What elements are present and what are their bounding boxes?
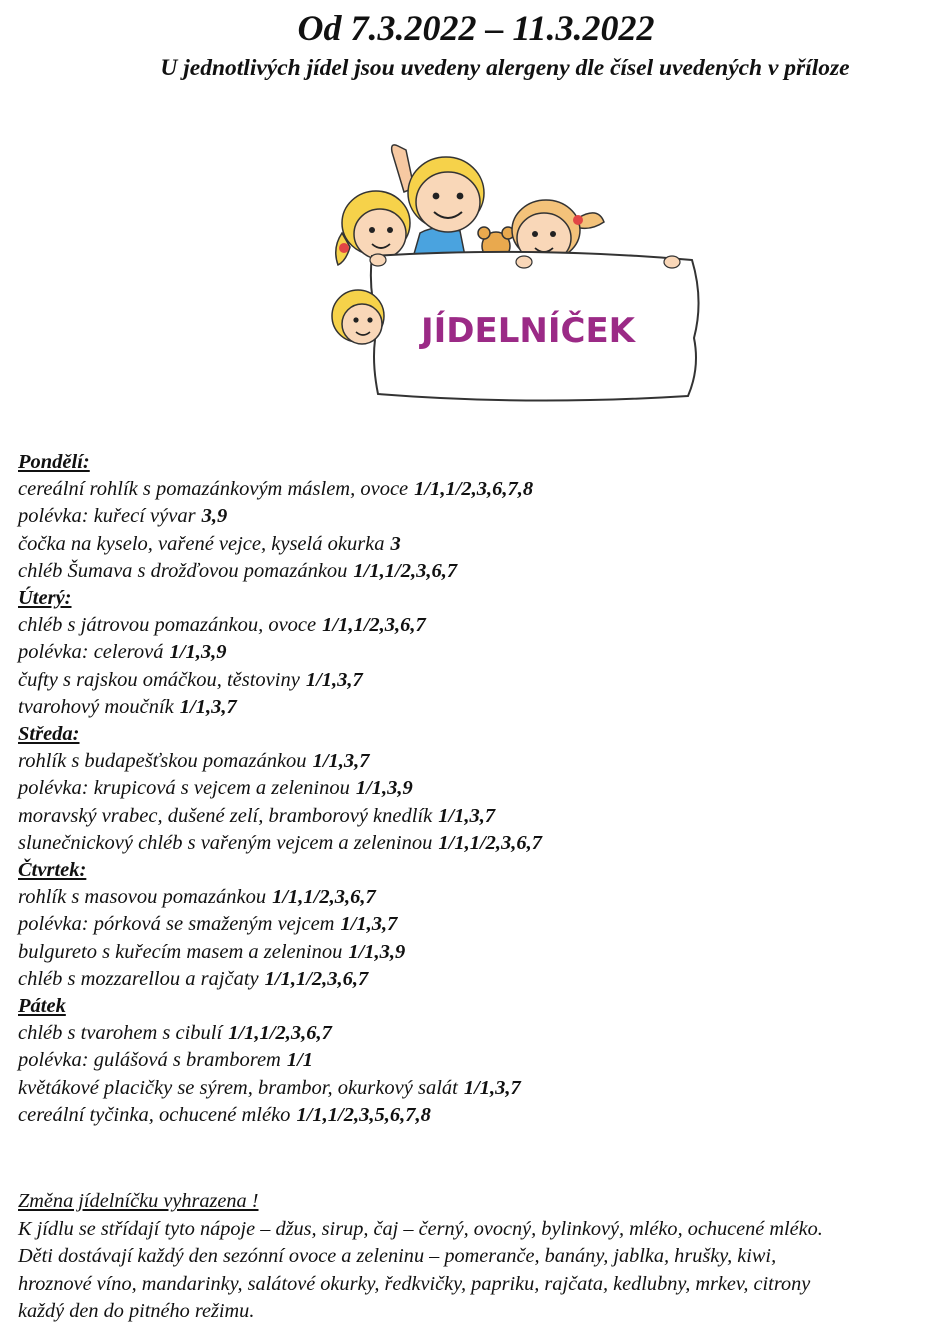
menu-item	[18, 639, 938, 666]
allergen-codes: 1/1	[286, 1049, 314, 1072]
dish-name: cereální rohlík s pomazánkovým máslem, ovoce	[18, 478, 409, 501]
menu-item	[18, 939, 938, 966]
menu-item	[18, 775, 938, 802]
dish-name: chléb s mozzarellou a rajčaty	[18, 967, 259, 990]
allergen-codes: 1/1,1/2,3,6,7	[228, 1022, 332, 1045]
allergen-codes: 3,9	[201, 505, 228, 528]
dish-name: polévka: kuřecí vývar	[18, 505, 196, 528]
dish-name: tvarohový moučník	[18, 695, 174, 718]
dish-name: chléb Šumava s drožďovou pomazánkou	[18, 559, 348, 582]
dish-name: polévka: pórková se smaženým vejcem	[18, 913, 335, 936]
allergen-codes: 1/1,3,7	[305, 668, 363, 691]
footer-line: Děti dostávají každý den sezónní ovoce a zeleninu – pomeranče, banány, jablka, hrušky, kiwi,	[18, 1245, 777, 1267]
day-heading: Pondělí:	[18, 451, 90, 473]
menu-item	[18, 911, 938, 938]
allergen-codes: 1/1,1/2,3,6,7	[322, 614, 426, 637]
allergen-codes: 3	[390, 532, 401, 555]
allergen-codes: 1/1,3,7	[312, 750, 370, 773]
jidelnicek-logo	[328, 138, 718, 416]
dish-name: chléb s tvarohem s cibulí	[18, 1022, 223, 1045]
allergen-codes: 1/1,1/2,3,6,7	[438, 831, 543, 854]
day-heading: Čtvrtek:	[18, 859, 87, 882]
allergen-codes: 1/1,1/2,3,6,7	[353, 559, 458, 582]
menu-item	[18, 1020, 938, 1047]
dish-name: polévka: celerová	[18, 641, 164, 664]
page-title: Od 7.3.2022 – 11.3.2022	[297, 8, 655, 48]
day-heading: Úterý:	[18, 587, 72, 610]
dish-name: rohlík s budapešťskou pomazánkou	[18, 750, 307, 773]
allergen-codes: 1/1,3,9	[348, 940, 406, 963]
dish-name: květákové placičky se sýrem, brambor, okurkový salát	[18, 1076, 458, 1099]
menu-item	[18, 1047, 938, 1074]
menu-change-note: Změna jídelníčku vyhrazena !	[18, 1190, 259, 1212]
menu-item	[18, 1075, 938, 1102]
allergen-codes: 1/1,3,7	[463, 1076, 521, 1099]
menu-item	[18, 803, 938, 830]
dish-name: polévka: gulášová s bramborem	[18, 1049, 281, 1072]
allergen-codes: 1/1,1/2,3,6,7,8	[414, 478, 534, 501]
allergen-codes: 1/1,1/2,3,6,7	[272, 886, 376, 909]
weekly-menu	[18, 449, 938, 1129]
dish-name: cereální tyčinka, ochucené mléko	[18, 1103, 291, 1126]
menu-item	[18, 476, 938, 503]
dish-name: rohlík s masovou pomazánkou	[18, 886, 267, 909]
menu-item	[18, 558, 938, 585]
menu-item	[18, 830, 938, 857]
allergen-codes: 1/1,1/2,3,5,6,7,8	[296, 1103, 431, 1126]
allergen-codes: 1/1,3,7	[438, 804, 496, 827]
menu-item	[18, 884, 938, 911]
menu-item	[18, 1102, 938, 1129]
allergen-codes: 1/1,3,9	[169, 641, 227, 664]
logo-text: JÍDELNÍČEK	[420, 311, 636, 351]
dish-name: slunečnickový chléb s vařeným vejcem a zeleninou	[18, 831, 433, 854]
menu-item	[18, 966, 938, 993]
menu-item	[18, 667, 938, 694]
footer-notes	[18, 1188, 943, 1326]
menu-item	[18, 531, 938, 558]
menu-item	[18, 694, 938, 721]
allergen-codes: 1/1,3,7	[179, 695, 237, 718]
menu-item	[18, 503, 938, 530]
page-subtitle: U jednotlivých jídel jsou uvedeny alergeny dle čísel uvedených v příloze	[160, 55, 850, 81]
allergen-codes: 1/1,1/2,3,6,7	[264, 967, 369, 990]
footer-line: K jídlu se střídají tyto nápoje – džus, sirup, čaj – černý, ovocný, bylinkový, mléko, ochucené mléko.	[18, 1217, 823, 1240]
dish-name: čočka na kyselo, vařené vejce, kyselá okurka	[18, 532, 385, 555]
footer-line: hroznové víno, mandarinky, salátové okurky, ředkvičky, papriku, rajčata, kedlubny, mrkev, citrony	[18, 1272, 811, 1295]
dish-name: bulgureto s kuřecím masem a zeleninou	[18, 940, 343, 963]
footer-line: každý den do pitného režimu.	[18, 1300, 255, 1322]
dish-name: čufty s rajskou omáčkou, těstoviny	[18, 668, 300, 691]
dish-name: moravský vrabec, dušené zelí, bramborový knedlík	[18, 804, 433, 827]
day-heading: Pátek	[18, 995, 66, 1018]
dish-name: polévka: krupicová s vejcem a zeleninou	[18, 777, 350, 800]
menu-item	[18, 612, 938, 639]
dish-name: chléb s játrovou pomazánkou, ovoce	[18, 614, 317, 637]
day-heading: Středa:	[18, 723, 80, 746]
allergen-codes: 1/1,3,9	[355, 777, 413, 800]
allergen-codes: 1/1,3,7	[340, 913, 398, 936]
menu-item	[18, 748, 938, 775]
